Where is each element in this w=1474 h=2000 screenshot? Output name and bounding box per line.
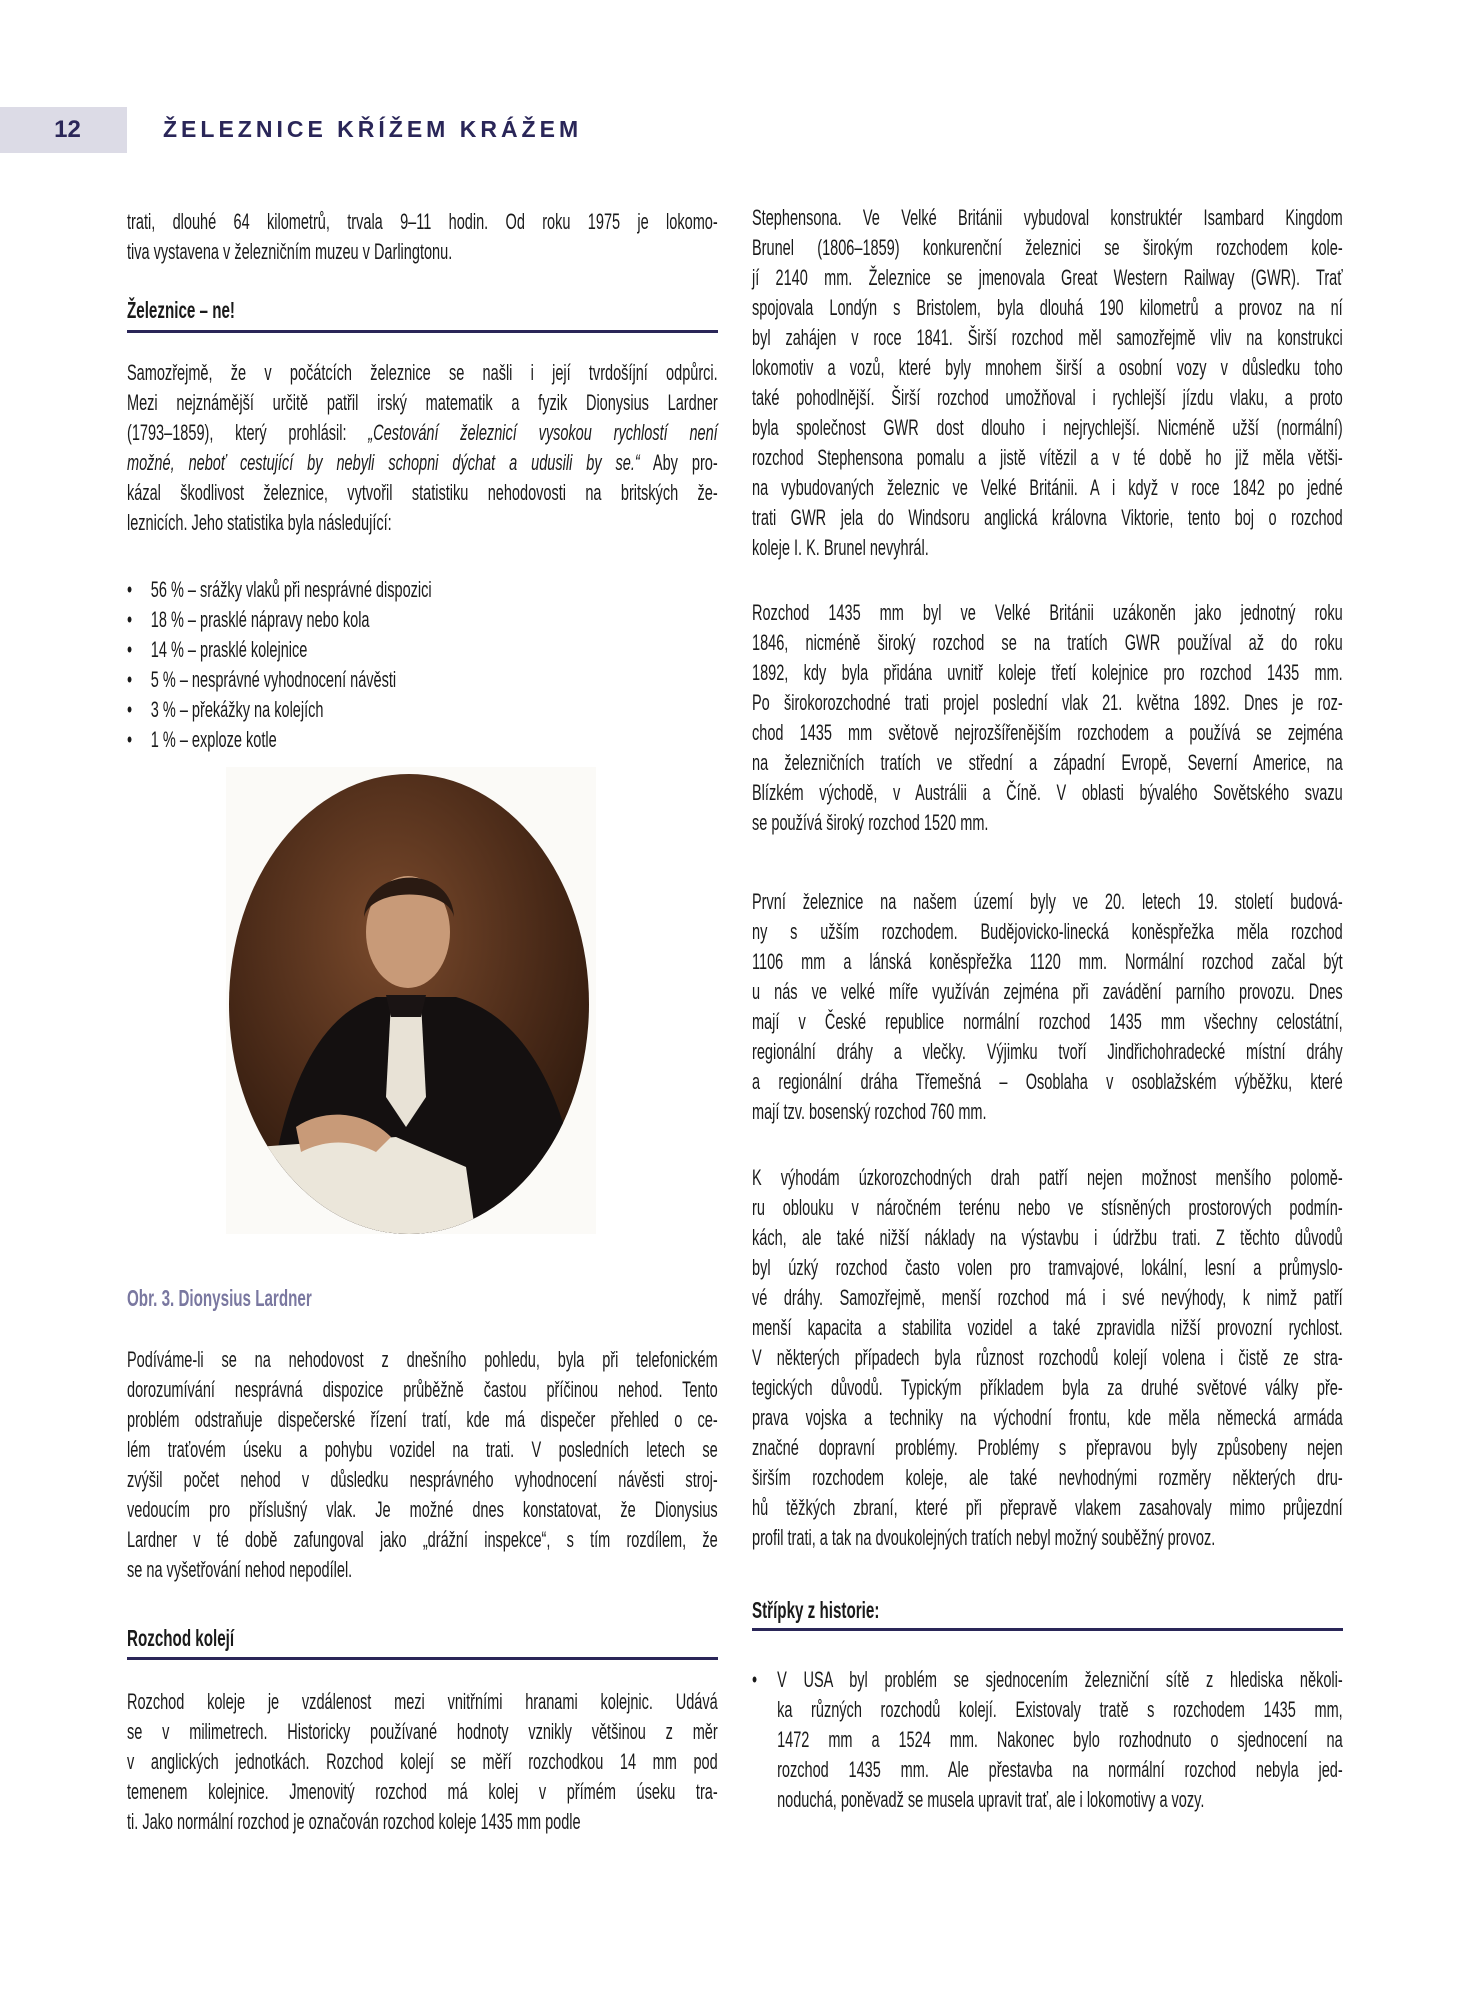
text-line: lém traťovém úseku a pohybu vozidel na trati. V posledních letech se xyxy=(127,1437,718,1462)
text-line: byla společnost GWR dost dlouho i nejrychlejší. Nicméně užší (normální) xyxy=(752,415,1343,440)
text-line: chod 1435 mm světově nejrozšířenějším rozchodem a používá se zejména xyxy=(752,720,1343,745)
paragraph-lardner xyxy=(127,358,718,538)
text-line: Rozchod 1435 mm byl ve Velké Británii uzákoněn jako jednotný roku xyxy=(752,600,1343,625)
text-line: u nás ve velké míře využíván zejména při zavádění parního provozu. Dnes xyxy=(752,979,1343,1004)
text-line: Blízkém východě, v Austrálii a Číně. V oblasti bývalého Sovětského svazu xyxy=(752,780,1343,805)
text-line: trati, dlouhé 64 kilometrů, trvala 9–11 hodin. Od roku 1975 je lokomo- xyxy=(127,209,718,234)
text-line: ny s užším rozchodem. Budějovicko-linecká koněspřežka měla rozchod xyxy=(752,919,1343,944)
text-line: rozchod 1435 mm. Ale přestavba na normální rozchod nebyla jed- xyxy=(777,1757,1343,1782)
list-item-text: 14 % – prasklé kolejnice xyxy=(150,637,308,662)
bullet-icon: • xyxy=(127,667,133,692)
text-line: na vybudovaných železnic ve Velké Británii. A i když v roce 1842 po jedné xyxy=(752,475,1343,500)
text-line: profil trati, a tak na dvoukolejných tratích nebyl možný souběžný provoz. xyxy=(752,1525,1216,1550)
text-line: zvýšil počet nehod v důsledku nesprávného vyhodnocení návěsti stroj- xyxy=(127,1467,718,1492)
text-line: Samozřejmě, že v počátcích železnice se našli i její tvrdošíjní odpůrci. xyxy=(127,360,718,385)
text-line: 1846, nicméně široký rozchod se na tratích GWR používal až do roku xyxy=(752,630,1343,655)
text-segment: (1793–1859), který prohlásil: xyxy=(127,420,369,445)
list-item-text: 3 % – překážky na kolejích xyxy=(150,697,324,722)
text-line: prava vojska a techniky na východní frontu, kde měla německá armáda xyxy=(752,1405,1343,1430)
text-line: V některých případech byla různost rozchodů kolejí volena i čistě ze stra- xyxy=(752,1345,1343,1370)
text-line: značné dopravní problémy. Problémy s přepravou byly způsobeny nejen xyxy=(752,1435,1343,1460)
text-line: ru oblouku v náročném terénu nebo ve stísněných prostorových podmín- xyxy=(752,1195,1343,1220)
text-line: na železničních tratích ve střední a západní Evropě, Severní Americe, na xyxy=(752,750,1343,775)
text-line: širším rozchodem koleje, ale také nevhodnými rozměry některých dru- xyxy=(752,1465,1343,1490)
text-line: Po širokorozchodné trati projel poslední vlak 21. května 1892. Dnes je roz- xyxy=(752,690,1343,715)
text-line: problém odstraňuje dispečerské řízení tratí, kde má dispečer přehled o ce- xyxy=(127,1407,718,1432)
text-line: Rozchod koleje je vzdálenost mezi vnitřními hranami kolejnic. Udává xyxy=(127,1689,718,1714)
running-title: ŽELEZNICE KŘÍŽEM KRÁŽEM xyxy=(163,116,583,142)
quote-text: možné, neboť cestující by nebyli schopni dýchat a udusili by se.“ xyxy=(127,450,640,475)
text-line: také pohodlnější. Širší rozchod umožňoval i rychlejší jízdu vlaku, a proto xyxy=(752,385,1343,410)
portrait-image xyxy=(226,767,596,1234)
bullet-icon: • xyxy=(127,637,133,662)
list-item xyxy=(127,665,718,695)
list-item xyxy=(127,575,718,605)
history-bullet-item xyxy=(752,1665,1343,1815)
list-item xyxy=(127,635,718,665)
text-line: 1472 mm a 1524 mm. Nakonec bylo rozhodnuto o sjednocení na xyxy=(777,1727,1343,1752)
list-item xyxy=(127,725,718,755)
paragraph-1435-standard xyxy=(752,598,1343,838)
text-line: koleje I. K. Brunel nevyhrál. xyxy=(752,535,929,560)
text-line: trati GWR jela do Windsoru anglická královna Viktorie, tento boj o rozchod xyxy=(752,505,1343,530)
text-line: se v milimetrech. Historicky používané hodnoty vznikly většinou z měr xyxy=(127,1719,718,1744)
text-line: ka různých rozchodů kolejí. Existovaly tratě s rozchodem 1435 mm, xyxy=(777,1697,1343,1722)
text-line: byl úzký rozchod často volen pro tramvajové, lokální, lesní a průmyslo- xyxy=(752,1255,1343,1280)
text-line: Brunel (1806–1859) konkurenční železnici se širokým rozchodem kole- xyxy=(752,235,1343,260)
text-line: se používá široký rozchod 1520 mm. xyxy=(752,810,989,835)
text-line: Stephensona. Ve Velké Británii vybudoval konstruktér Isambard Kingdom xyxy=(752,205,1343,230)
text-line: v anglických jednotkách. Rozchod kolejí se měří rozchodkou 14 mm pod xyxy=(127,1749,718,1774)
text-line xyxy=(127,448,718,478)
section-heading-stripky: Střípky z historie: xyxy=(752,1597,880,1623)
text-line: ti. Jako normální rozchod je označován rozchod koleje 1435 mm podle xyxy=(127,1809,581,1834)
text-line: tegických důvodů. Typickým příkladem byla za druhé světové války pře- xyxy=(752,1375,1343,1400)
portrait-dionysius-lardner xyxy=(226,767,596,1234)
text-line: noduchá, poněvadž se musela upravit trať, ale i lokomotivy a vozy. xyxy=(777,1787,1205,1812)
list-item-text: 5 % – nesprávné vyhodnocení návěsti xyxy=(150,667,397,692)
text-line: tiva vystavena v železničním muzeu v Darlingtonu. xyxy=(127,239,453,264)
bullet-text xyxy=(777,1665,1343,1815)
text-line: mají tzv. bosenský rozchod 760 mm. xyxy=(752,1099,987,1124)
text-line: mají v České republice normální rozchod 1435 mm všechny celostátní, xyxy=(752,1009,1343,1034)
text-line: jí 2140 mm. Železnice se jmenovala Great Western Railway (GWR). Trať xyxy=(752,265,1343,290)
text-line: Lardner v té době zafungoval jako „drážní inspekce“, s tím rozdílem, že xyxy=(127,1527,718,1552)
text-segment: Aby pro- xyxy=(639,450,718,475)
list-item xyxy=(127,695,718,725)
text-line: spojovala Londýn s Bristolem, byla dlouhá 190 kilometrů a provoz na ní xyxy=(752,295,1343,320)
bullet-icon: • xyxy=(752,1667,758,1692)
text-line xyxy=(127,418,718,448)
intro-paragraph xyxy=(127,207,718,267)
quote-text: „Cestování železnicí vysokou rychlostí není xyxy=(368,420,718,445)
accident-statistics-list xyxy=(127,575,718,755)
list-item-text: 56 % – srážky vlaků při nesprávné dispozici xyxy=(150,577,432,602)
bullet-icon: • xyxy=(127,697,133,722)
heading-rule xyxy=(127,1657,718,1660)
list-item-text: 18 % – prasklé nápravy nebo kola xyxy=(150,607,370,632)
paragraph-narrow-gauge xyxy=(752,1163,1343,1553)
bullet-icon: • xyxy=(127,727,133,752)
text-line: Mezi nejznámější určitě patřil irský matematik a fyzik Dionysius Lardner xyxy=(127,390,718,415)
list-item xyxy=(127,605,718,635)
bullet-icon: • xyxy=(127,577,133,602)
text-line: K výhodám úzkorozchodných drah patří nejen možnost menšího polomě- xyxy=(752,1165,1343,1190)
text-line: leznicích. Jeho statistika byla následující: xyxy=(127,510,392,535)
bullet-icon: • xyxy=(127,607,133,632)
text-line: kách, ale také nižší náklady na výstavbu i údržbu trati. Z těchto důvodů xyxy=(752,1225,1343,1250)
paragraph-brunel-gwr xyxy=(752,203,1343,563)
text-line: regionální dráhy a vlečky. Výjimku tvoří Jindřichohradecké místní dráhy xyxy=(752,1039,1343,1064)
text-line: a regionální dráha Třemešná – Osoblaha v osoblažském výběžku, které xyxy=(752,1069,1343,1094)
text-line: temenem kolejnice. Jmenovitý rozchod má kolej v přímém úseku tra- xyxy=(127,1779,718,1804)
text-line: vedoucím pro příslušný vlak. Je možné dnes konstatovat, že Dionysius xyxy=(127,1497,718,1522)
text-line: byl zahájen v roce 1841. Širší rozchod měl samozřejmě vliv na konstrukci xyxy=(752,325,1343,350)
paragraph-modern-view xyxy=(127,1345,718,1585)
section-heading-zeleznice-ne: Železnice – ne! xyxy=(127,297,235,323)
text-line: První železnice na našem území byly ve 20. letech 19. století budová- xyxy=(752,889,1343,914)
section-heading-rozchod-koleji: Rozchod kolejí xyxy=(127,1625,235,1651)
heading-rule xyxy=(127,330,718,333)
heading-rule xyxy=(752,1628,1343,1631)
paragraph-czech-railways xyxy=(752,887,1343,1127)
list-item-text: 1 % – exploze kotle xyxy=(150,727,277,752)
text-line: 1892, kdy byla přidána uvnitř koleje třetí kolejnice pro rozchod 1435 mm. xyxy=(752,660,1343,685)
text-line: menší kapacita a stabilita vozidel a také zpravidla nižší provozní rychlost. xyxy=(752,1315,1343,1340)
page-number: 12 xyxy=(54,116,81,143)
text-line: V USA byl problém se sjednocením železniční sítě z hlediska několi- xyxy=(777,1667,1343,1692)
text-line: hů těžkých zbraní, které při přepravě vlakem zasahovaly mimo průjezdní xyxy=(752,1495,1343,1520)
text-line: 1106 mm a lánská koněspřežka 1120 mm. Normální rozchod začal být xyxy=(752,949,1343,974)
text-line: kázal škodlivost železnice, vytvořil statistiku nehodovosti na britských že- xyxy=(127,480,718,505)
figure-caption: Obr. 3. Dionysius Lardner xyxy=(127,1285,312,1311)
text-line: se na vyšetřování nehod nepodílel. xyxy=(127,1557,353,1582)
paragraph-gauge-definition xyxy=(127,1687,718,1837)
text-line: vé dráhy. Samozřejmě, menší rozchod má i své nevýhody, k nimž patří xyxy=(752,1285,1343,1310)
text-line: rozchod Stephensona pomalu a jistě vítězil a v té době ho již měla větši- xyxy=(752,445,1343,470)
text-line: Podíváme-li se na nehodovost z dnešního pohledu, byla při telefonickém xyxy=(127,1347,718,1372)
text-line: dorozumívání nesprávná dispozice průběžně častou příčinou nehod. Tento xyxy=(127,1377,718,1402)
text-line: lokomotiv a vozů, které byly mnohem širší a osobní vozy v důsledku toho xyxy=(752,355,1343,380)
